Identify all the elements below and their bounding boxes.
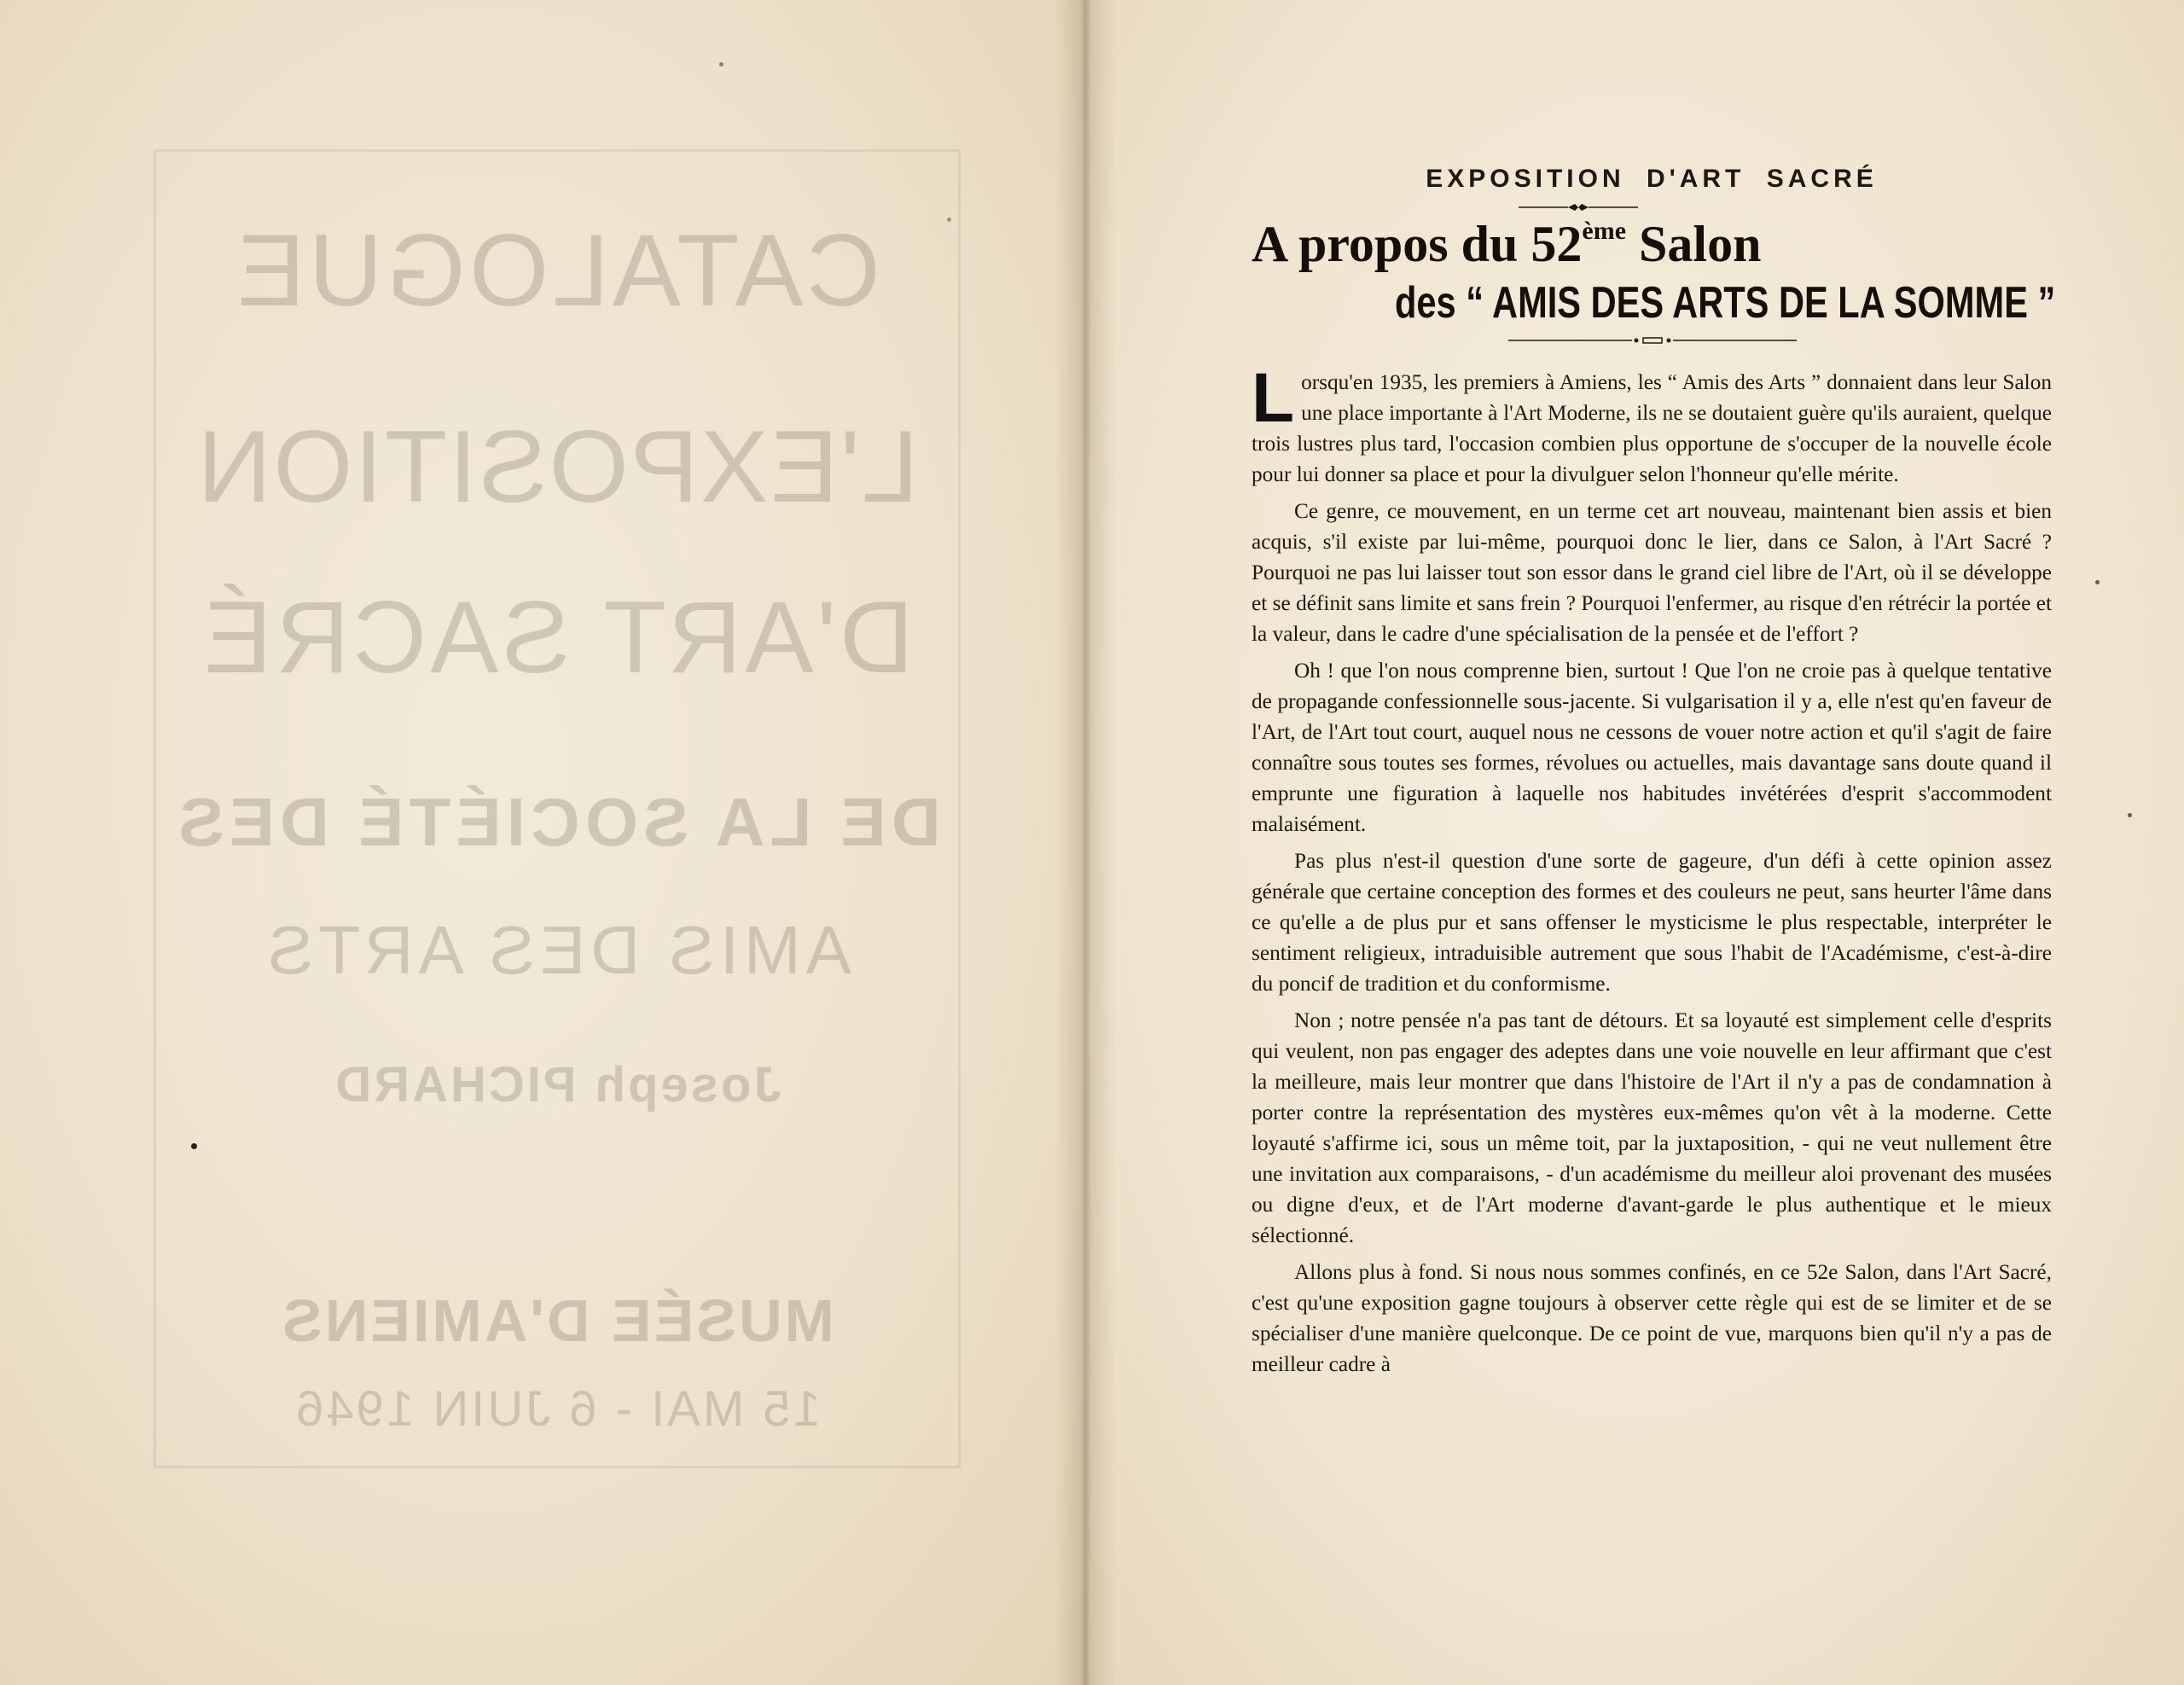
paragraph: Ce genre, ce mouvement, en un terme cet art nouveau, maintenant bien assis et bien acquis, s'il existe par lui-même, pourquoi donc le lier, dans ce Salon, à l'Art Sacré ? Pourquoi ne pas lui laisser tout son essor dans le grand ciel libre de l'Art, où il se développe et se définit sans limite et sans frein ? Pourquoi l'enfermer, au risque d'en rétrécir la portée et la valeur, dans le cadre d'une spécialisation de la pensée et de l'effort ?: [1252, 499, 2052, 646]
paragraph: Pas plus n'est-il question d'une sorte de gageure, d'un défi à cette opinion assez générale que certaine conception des formes et des couleurs ne peut, sans heurter l'âme dans ce qu'elle a de plus pur et sans offenser le mysticisme le plus respectable, interpréter le sentiment religieux, intraduisible autrement que sous l'habit de l'Académisme, c'est-à-dire du poncif de tradition et du conformisme.: [1252, 849, 2052, 996]
drop-cap: L: [1252, 359, 1295, 437]
paragraph: Oh ! que l'on nous comprenne bien, surtout ! Que l'on ne croie pas à quelque tentative de propagande confessionnelle sous-jacente. Si vulgarisation il y a, elle n'est qu'en faveur de l'Art, de l'Art tout court, auquel nous ne cessons de vouer notre action et qu'il s'agit de faire connaître sous toutes ses formes, révolues ou actuelles, mais davantage sans doute quand il emprunte une figuration à laquelle nos habitudes invétérées d'esprit s'accommodent malaisément.: [1252, 659, 2052, 836]
ink-speck: [2095, 580, 2100, 584]
bleed-line: MUSÉE D'AMIENS: [280, 1287, 834, 1354]
headline-pre: A propos du 52: [1252, 216, 1583, 272]
section-kicker: EXPOSITION D'ART SACRÉ: [1426, 165, 1878, 193]
bleed-line: DE LA SOCIÉTÉ DES: [173, 784, 941, 860]
bleed-line: 15 MAI - 6 JUIN 1946: [293, 1381, 821, 1437]
bleed-line: CATALOGUE: [233, 213, 881, 328]
article-body: [1252, 359, 2052, 1386]
bleed-line: D'ART SACRÉ: [200, 580, 915, 694]
paragraph: Allons plus à fond. Si nous nous sommes confinés, en ce 52e Salon, dans l'Art Sacré, c'est qu'une exposition gagne toujours à observer cette règle qui est de se limiter et de se spécialiser d'une manière quelconque. De ce point de vue, marquons bien qu'il n'y a pas de meilleur cadre à: [1252, 1260, 2052, 1376]
bleed-line: L'EXPOSITION: [195, 410, 919, 524]
left-page: [0, 0, 1082, 1685]
headline-superscript: ème: [1582, 217, 1627, 245]
title-ornament-bottom: [1508, 335, 1797, 346]
ink-speck: [191, 1143, 197, 1149]
show-through-text: [154, 149, 961, 1468]
bleed-line: Joseph PICHARD: [333, 1057, 781, 1113]
headline-line-2: des “ AMIS DES ARTS DE LA SOMME ”: [1395, 278, 2056, 328]
ink-speck: [947, 218, 951, 222]
ink-speck: [719, 62, 723, 67]
ink-speck: [2128, 813, 2132, 817]
book-gutter: [1054, 0, 1116, 1685]
title-ornament-top: [1519, 202, 1638, 212]
paragraph-text: orsqu'en 1935, les premiers à Amiens, les “ Amis des Arts ” donnaient dans leur Salon une place importante à l'Art Moderne, ils ne se doutaient guère qu'ils auraient, quelque trois lustres plus tard, l'occasion combien plus opportune de s'occuper de la nouvelle école pour lui donner sa place et pour la divulguer selon l'honneur qu'elle mérite.: [1252, 370, 2052, 486]
paragraph: Non ; notre pensée n'a pas tant de détours. Et sa loyauté est simplement celle d'esprits qui veulent, non pas engager des adeptes dans une voie nouvelle en leur affirmant que c'est la meilleure, mais leur montrer que dans l'histoire de l'Art il n'y a pas de condamnation à porter contre la représentation des mystères eux-mêmes qu'on vêt à la moderne. Cette loyauté s'affirme ici, sous un même toit, par la juxtaposition, - qui ne veut nullement être une invitation aux comparaisons, - d'un académisme du meilleur aloi provenant des musées ou digne d'eux, et de l'Art moderne d'avant-garde le plus authentique et le mieux sélectionné.: [1252, 1008, 2052, 1247]
paragraph: [1252, 359, 2052, 490]
bleed-line: AMIS DES ARTS: [262, 912, 852, 988]
headline-line-1: [1252, 215, 1761, 274]
headline-post: Salon: [1626, 216, 1762, 272]
